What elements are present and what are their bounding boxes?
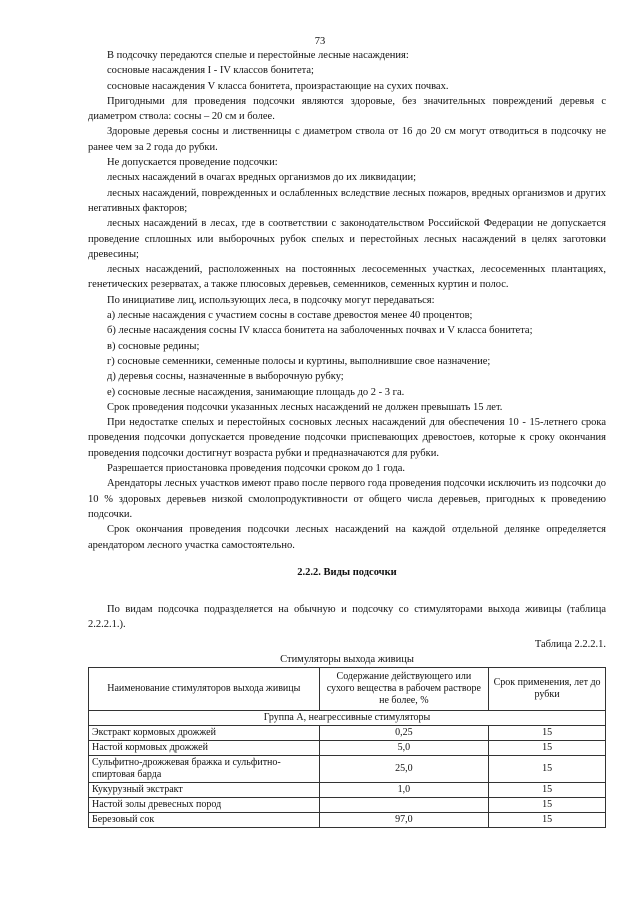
paragraph: Арендаторы лесных участков имеют право после первого года проведения подсочки исключить из подсочки до 10 % здоровых деревьев низкой смолопродуктивности от общего числа деревьев, пригодных к проведению подсочки. bbox=[88, 478, 606, 520]
table-body bbox=[89, 711, 606, 828]
table-row bbox=[89, 783, 606, 798]
paragraph: сосновые насаждения I - IV классов бонитета; bbox=[107, 65, 314, 77]
paragraph: е) сосновые лесные насаждения, занимающие площадь до 2 - 3 га. bbox=[107, 386, 405, 398]
paragraph: лесных насаждений в очагах вредных организмов до их ликвидации; bbox=[107, 172, 417, 184]
cell-term: 15 bbox=[489, 783, 606, 798]
cell-name: Настой кормовых дрожжей bbox=[89, 741, 320, 756]
stimulators-table bbox=[88, 667, 606, 828]
cell-content: 25,0 bbox=[319, 756, 489, 783]
paragraph: лесных насаждений в лесах, где в соответствии с законодательством Российской Федерации не допускается проведение сплошных или выборочных рубок спелых и перестойных лесных насаждений в целях заготовки древесины; bbox=[88, 218, 606, 260]
paragraph: По инициативе лиц, использующих леса, в подсочку могут передаваться: bbox=[107, 294, 435, 306]
page-number: 73 bbox=[314, 36, 326, 47]
cell-name: Экстракт кормовых дрожжей bbox=[89, 726, 320, 741]
header-content: Содержание действующего или сухого вещества в рабочем растворе не более, % bbox=[319, 668, 489, 711]
cell-term: 15 bbox=[489, 726, 606, 741]
table-row bbox=[89, 756, 606, 783]
header-term: Срок применения, лет до рубки bbox=[489, 668, 606, 711]
paragraph: В подсочку передаются спелые и перестойные лесные насаждения: bbox=[107, 50, 409, 61]
paragraph: сосновые насаждения V класса бонитета, произрастающие на сухих почвах. bbox=[107, 80, 449, 92]
paragraph: д) деревья сосны, назначенные в выборочную рубку; bbox=[107, 371, 344, 383]
cell-name: Кукурузный экстракт bbox=[89, 783, 320, 798]
cell-term: 15 bbox=[489, 813, 606, 828]
table-row bbox=[89, 741, 606, 756]
paragraph: При недостатке спелых и перестойных сосновых лесных насаждений для обеспечения 10 - 15-летнего срока проведения подсочки допускается проведение подсочки приспевающих древостоев, которые к сроку окончания проведения подсочки достигнут возраста рубки и предназначаются для рубки. bbox=[88, 417, 606, 459]
cell-term: 15 bbox=[489, 756, 606, 783]
paragraph: Здоровые деревья сосны и лиственницы с диаметром ствола от 16 до 20 см могут отводиться в подсочку не ранее чем за 2 года до рубки. bbox=[88, 126, 606, 153]
table-header-row bbox=[89, 668, 606, 711]
paragraph: г) сосновые семенники, семенные полосы и куртины, выполнившие свое назначение; bbox=[107, 355, 491, 367]
paragraph: Срок проведения подсочки указанных лесных насаждений не должен превышать 15 лет. bbox=[107, 401, 503, 413]
table-row bbox=[89, 798, 606, 813]
cell-content: 0,25 bbox=[319, 726, 489, 741]
cell-content bbox=[319, 798, 489, 813]
cell-term: 15 bbox=[489, 798, 606, 813]
document-body bbox=[88, 48, 606, 828]
paragraph: лесных насаждений, поврежденных и ослабленных вследствие лесных пожаров, вредных организмов и других негативных факторов; bbox=[88, 187, 606, 214]
table-number: Таблица 2.2.2.1. bbox=[534, 638, 606, 650]
paragraph: б) лесные насаждения сосны IV класса бонитета на заболоченных почвах и V класса бонитета; bbox=[107, 325, 533, 337]
table-row bbox=[89, 726, 606, 741]
group-row bbox=[89, 711, 606, 726]
cell-name: Настой золы древесных пород bbox=[89, 798, 320, 813]
paragraph: Не допускается проведение подсочки: bbox=[107, 157, 278, 169]
cell-name: Сульфитно-дрожжевая бражка и сульфитно-спиртовая барда bbox=[89, 756, 320, 783]
paragraph-list bbox=[88, 48, 606, 553]
cell-term: 15 bbox=[489, 741, 606, 756]
paragraph: Срок окончания проведения подсочки лесных насаждений на каждой отдельной делянке определяется арендатором лесного участка самостоятельно. bbox=[88, 524, 606, 551]
cell-content: 5,0 bbox=[319, 741, 489, 756]
header-name: Наименование стимуляторов выхода живицы bbox=[89, 668, 320, 711]
cell-name: Березовый сок bbox=[89, 813, 320, 828]
paragraph: Разрешается приостановка проведения подсочки сроком до 1 года. bbox=[107, 463, 406, 475]
group-label: Группа А, неагрессивные стимуляторы bbox=[89, 711, 606, 726]
intro-paragraph: По видам подсочка подразделяется на обычную и подсочку со стимуляторами выхода живицы (таблица 2.2.2.1.). bbox=[88, 604, 606, 631]
table-row bbox=[89, 813, 606, 828]
paragraph: а) лесные насаждения с участием сосны в составе древостоя менее 40 процентов; bbox=[107, 310, 473, 322]
cell-content: 1,0 bbox=[319, 783, 489, 798]
paragraph: Пригодными для проведения подсочки являются здоровые, без значительных повреждений деревья с диаметром ствола: сосны – 20 см и более. bbox=[88, 95, 606, 123]
paragraph: лесных насаждений, расположенных на постоянных лесосеменных участках, лесосеменных плантациях, генетических резерватах, а также плюсовых деревьев, семенников, семенных куртин и полос. bbox=[88, 264, 606, 291]
paragraph: в) сосновые редины; bbox=[107, 340, 200, 352]
cell-content: 97,0 bbox=[319, 813, 489, 828]
table-caption: Стимуляторы выхода живицы bbox=[280, 653, 414, 665]
section-heading: 2.2.2. Виды подсочки bbox=[297, 566, 397, 578]
